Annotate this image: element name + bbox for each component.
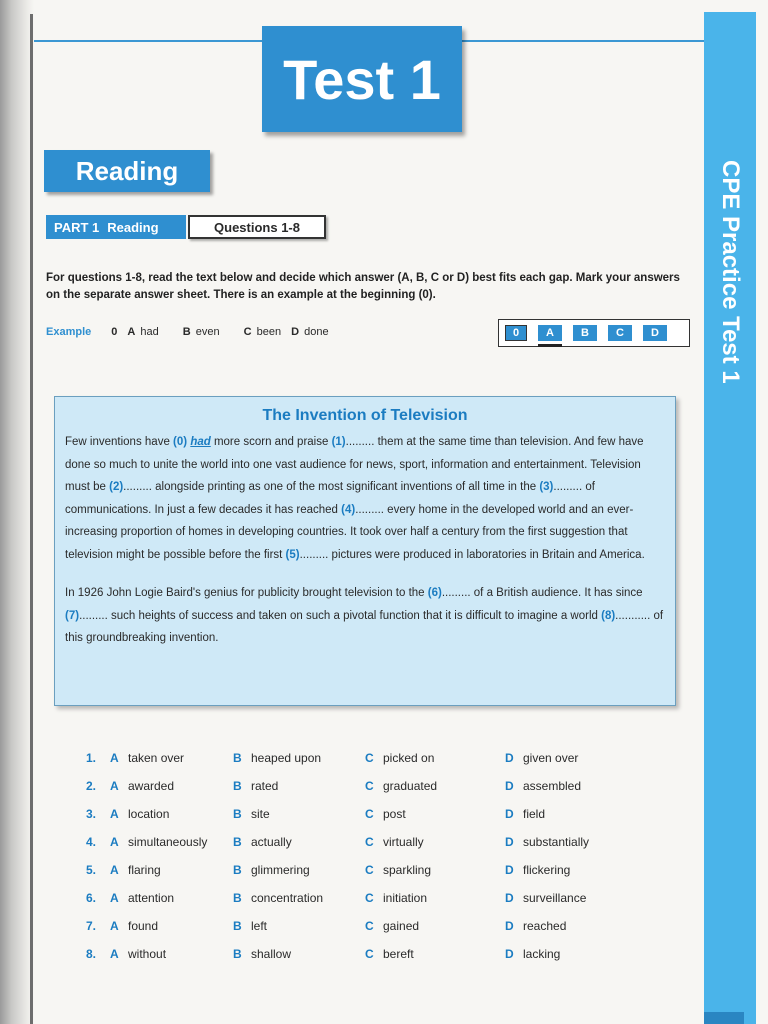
option-a[interactable]: A flaring: [110, 863, 161, 877]
option-c[interactable]: C bereft: [365, 947, 414, 961]
option-a[interactable]: A simultaneously: [110, 835, 208, 849]
example-option-b: B even: [182, 326, 220, 338]
part-number: PART 1: [54, 219, 100, 235]
part-label: [46, 215, 186, 239]
answer-cell-c: C: [608, 325, 632, 341]
reading-heading: Reading: [44, 150, 210, 192]
question-row: 8. A without B shallow C bereft D lacking: [86, 940, 606, 968]
option-d[interactable]: D surveillance: [505, 891, 587, 905]
option-b[interactable]: B concentration: [233, 891, 324, 905]
gap-5: (5): [285, 548, 300, 561]
option-b[interactable]: B glimmering: [233, 863, 310, 877]
gap-0-answer: had: [190, 436, 211, 448]
option-b[interactable]: B left: [233, 919, 268, 933]
option-b[interactable]: B site: [233, 807, 270, 821]
question-row: 6. A attention B concentration C initiation D surveillance: [86, 884, 606, 912]
option-a[interactable]: A location: [110, 807, 170, 821]
example-number: 0: [111, 326, 118, 338]
question-row: 3. A location B site C post D field: [86, 800, 606, 828]
example-option-d: D done: [291, 326, 329, 338]
example-option-c: C been: [243, 326, 282, 338]
gap-8: (8): [601, 609, 616, 622]
question-row: 7. A found B left C gained D reached: [86, 912, 606, 940]
book-spine-line: [30, 14, 33, 1024]
option-a[interactable]: A awarded: [110, 779, 175, 793]
part-name: Reading: [107, 219, 159, 235]
gap-6: (6): [427, 587, 442, 599]
option-a[interactable]: A without: [110, 947, 167, 961]
option-c[interactable]: C picked on: [365, 751, 435, 765]
option-a[interactable]: A attention: [110, 891, 175, 905]
question-row: 5. A flaring B glimmering C sparkling D flickering: [86, 856, 606, 884]
gap-7: (7): [65, 609, 80, 622]
answer-cell-0: 0: [505, 325, 527, 341]
example-label: Example: [46, 326, 92, 338]
gap-3: (3): [539, 481, 554, 493]
option-d[interactable]: D assembled: [505, 779, 582, 793]
option-b[interactable]: B heaped upon: [233, 751, 322, 765]
example-row: [46, 326, 329, 338]
option-b[interactable]: B actually: [233, 835, 292, 849]
option-c[interactable]: C gained: [365, 919, 420, 933]
option-d[interactable]: D given over: [505, 751, 579, 765]
answer-cell-a-wrap: [538, 325, 562, 341]
gap-4: (4): [341, 503, 356, 516]
book-spine-shadow: [0, 0, 34, 1024]
option-b[interactable]: B rated: [233, 779, 279, 793]
option-c[interactable]: C graduated: [365, 779, 438, 793]
option-a[interactable]: A found: [110, 919, 159, 933]
option-d[interactable]: D lacking: [505, 947, 561, 961]
option-b[interactable]: B shallow: [233, 947, 292, 961]
question-row: 1. A taken over B heaped upon C picked on D given over: [86, 744, 606, 772]
answer-cell-b: B: [573, 325, 597, 341]
answer-options: [86, 744, 606, 968]
gap-0: (0): [173, 436, 188, 448]
sidebar-title: CPE Practice Test 1: [717, 160, 744, 384]
question-row: 4. A simultaneously B actually C virtually D substantially: [86, 828, 606, 856]
answer-cell-d: D: [643, 325, 667, 341]
option-c[interactable]: C initiation: [365, 891, 428, 905]
option-a[interactable]: A taken over: [110, 751, 185, 765]
option-d[interactable]: D field: [505, 807, 546, 821]
reading-passage: [54, 396, 676, 706]
test-title: Test 1: [283, 47, 441, 111]
test-title-box: [262, 26, 462, 132]
passage-paragraph-2: In 1926 John Logie Baird's genius for publicity brought television to the (6)......... of a British audience. It has since (7)......... such heights of success and taken on such a pivotal function that it is difficult to imagine a world (8)........... of this groundbreaking invention.: [65, 587, 664, 644]
gap-1: (1): [331, 436, 346, 448]
gap-2: (2): [109, 481, 124, 493]
instructions-text: For questions 1-8, read the text below and decide which answer (A, B, C or D) best fits each gap. Mark your answers on the separate answer sheet. There is an example at the beginning (0).: [46, 272, 680, 301]
option-c[interactable]: C sparkling: [365, 863, 432, 877]
passage-title: The Invention of Television: [262, 407, 468, 424]
option-c[interactable]: C virtually: [365, 835, 424, 849]
page-number-tab: [704, 1012, 744, 1024]
question-row: 2. A awarded B rated C graduated D assembled: [86, 772, 606, 800]
answer-cell-a: A: [538, 325, 562, 341]
option-c[interactable]: C post: [365, 807, 406, 821]
option-d[interactable]: D reached: [505, 919, 567, 933]
option-d[interactable]: D flickering: [505, 863, 571, 877]
questions-range-label: Questions 1-8: [188, 215, 326, 239]
example-answer-grid: [498, 319, 690, 347]
passage-paragraph-1: Few inventions have (0) had more scorn and praise (1)......... them at the same time than television. And few have done so much to unite the world into one vast audience for news, sport, information and entertainment. Television must be (2)......... alongside printing as one of the most significant inventions of all time in the (3)......... of communications. In just a few decades it has reached (4)......... every home in the developed world and an ever-increasing proportion of homes in developing countries. It took over half a century from the first suggestion that television might be possible before the first (5)......... pictures were produced in laboratories in Britain and America.: [65, 436, 645, 561]
example-option-a: A had: [127, 326, 159, 338]
option-d[interactable]: D substantially: [505, 835, 590, 849]
answer-mark: [538, 344, 562, 347]
